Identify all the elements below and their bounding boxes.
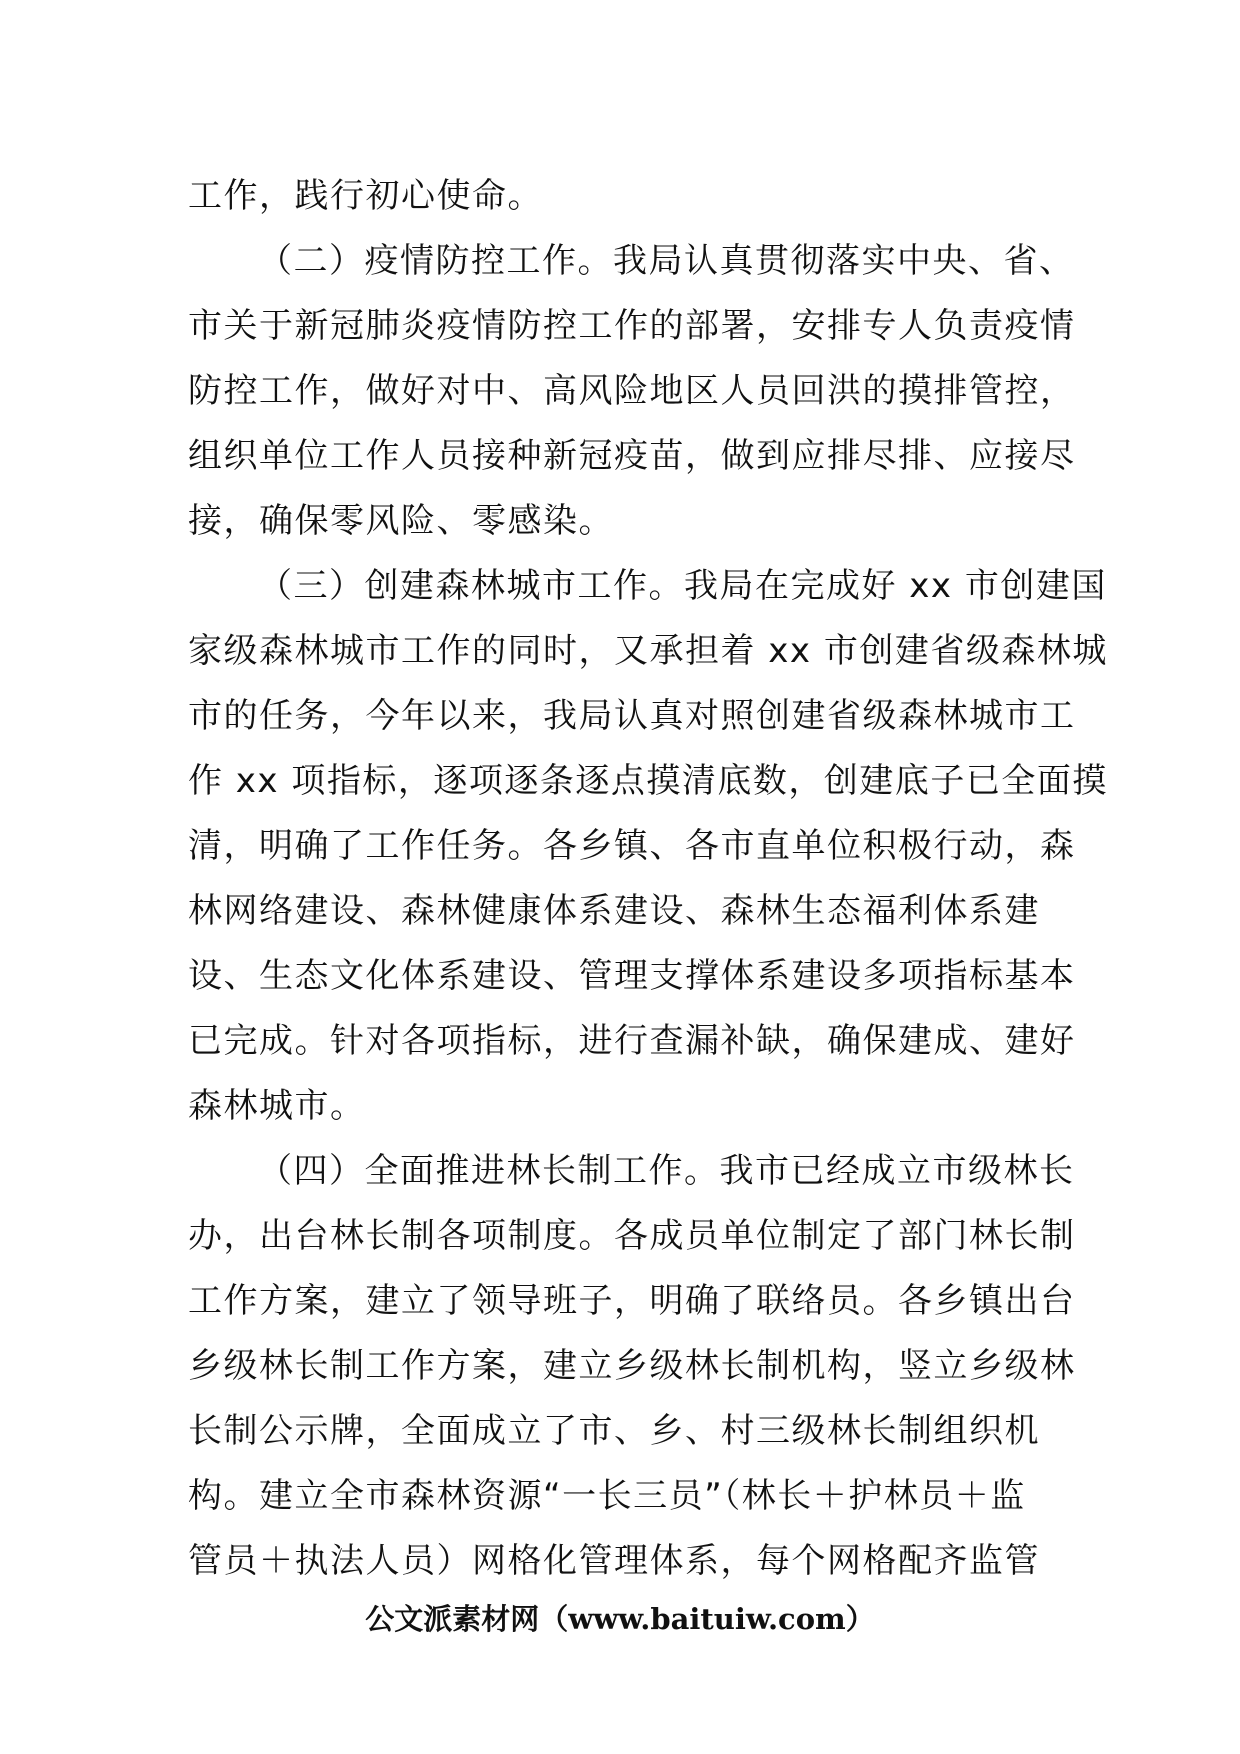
- paragraph-continuation: [188, 164, 1068, 229]
- paragraph-epidemic-prevention: [188, 229, 1076, 554]
- text-line: 市关于新冠肺炎疫情防控工作的部署，安排专人负责疫情: [188, 306, 1076, 346]
- text-line: 家级森林城市工作的同时，又承担着 xx 市创建省级森林城: [188, 631, 1108, 671]
- text-line: 清，明确了工作任务。各乡镇、各市直单位积极行动，森: [188, 826, 1076, 866]
- text-line: （三）创建森林城市工作。我局在完成好 xx 市创建国: [258, 566, 1107, 606]
- text-line: 组织单位工作人员接种新冠疫苗，做到应排尽排、应接尽: [188, 436, 1076, 476]
- paragraph-forest-city: [188, 554, 1108, 1139]
- text-line: 作 xx 项指标，逐项逐条逐点摸清底数，创建底子已全面摸: [188, 761, 1108, 801]
- text-line: （二）疫情防控工作。我局认真贯彻落实中央、省、: [258, 241, 1075, 281]
- text-line: 管员＋执法人员）网格化管理体系，每个网格配齐监管: [188, 1541, 1040, 1581]
- text-line: 办，出台林长制各项制度。各成员单位制定了部门林长制: [188, 1216, 1076, 1256]
- text-line: 防控工作，做好对中、高风险地区人员回洪的摸排管控，: [188, 371, 1076, 411]
- text-line: 森林城市。: [188, 1086, 366, 1126]
- text-line: （四）全面推进林长制工作。我市已经成立市级林长: [258, 1151, 1075, 1191]
- text-line: 长制公示牌，全面成立了市、乡、村三级林长制组织机: [188, 1411, 1040, 1451]
- document-body: [188, 164, 1108, 1594]
- text-line: 接，确保零风险、零感染。: [188, 501, 614, 541]
- text-line: 设、生态文化体系建设、管理支撑体系建设多项指标基本: [188, 956, 1076, 996]
- text-line: 已完成。针对各项指标，进行查漏补缺，确保建成、建好: [188, 1021, 1076, 1061]
- text-line: 市的任务，今年以来，我局认真对照创建省级森林城市工: [188, 696, 1076, 736]
- text-line: 工作，践行初心使命。: [188, 176, 543, 216]
- text-line: 乡级林长制工作方案，建立乡级林长制机构，竖立乡级林: [188, 1346, 1076, 1386]
- text-line: 构。建立全市森林资源“一长三员”（林长＋护林员＋监: [188, 1476, 1026, 1516]
- text-line: 林网络建设、森林健康体系建设、森林生态福利体系建: [188, 891, 1040, 931]
- text-line: 工作方案，建立了领导班子，明确了联络员。各乡镇出台: [188, 1281, 1076, 1321]
- paragraph-forest-chief-system: [188, 1139, 1076, 1594]
- footer-watermark: 公文派素材网（www.baituiw.com）: [365, 1602, 875, 1636]
